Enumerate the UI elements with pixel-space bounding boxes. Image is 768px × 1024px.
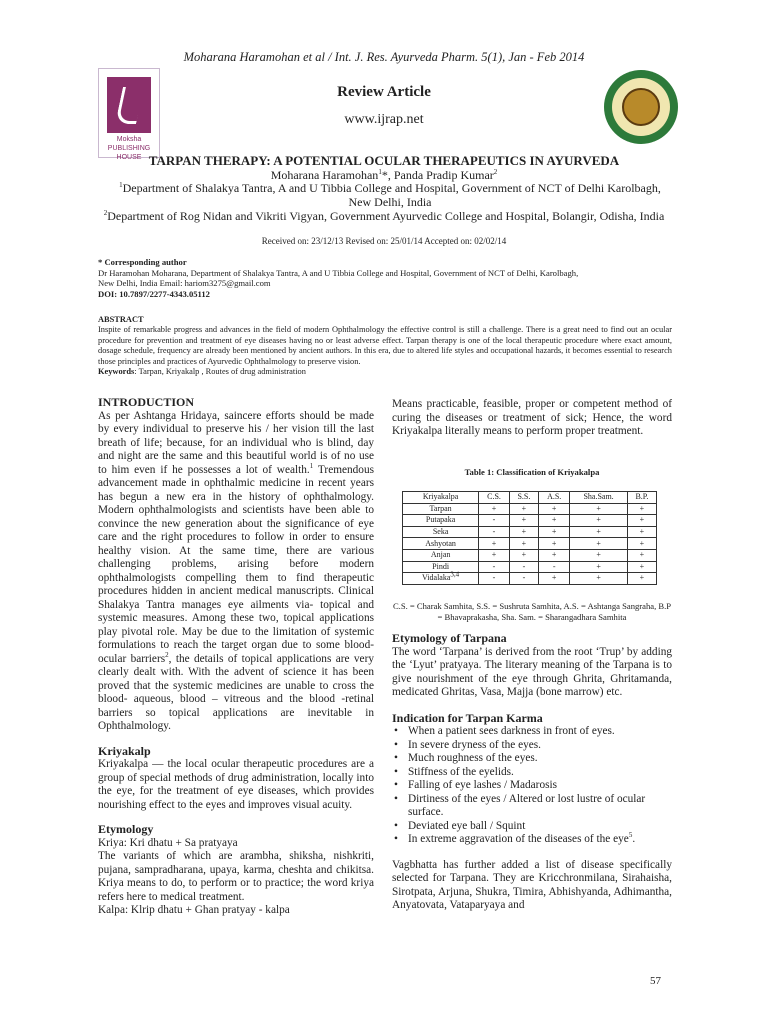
table-cell: + bbox=[539, 538, 570, 550]
paper-title: TARPAN THERAPY: A POTENTIAL OCULAR THERAPEUTICS IN AYURVEDA bbox=[148, 153, 620, 168]
table-row bbox=[403, 549, 657, 561]
etymology-text: The variants of which are arambha, shiksha, nishkriti, pujana, sampradharana, upaya, karma, cheshta and chikitsa. Kriya means to do, to perform or to practice; the word kriya refers here to medical treatment. bbox=[98, 850, 374, 903]
table-cell: + bbox=[509, 503, 538, 515]
table-cell: Ashyotan bbox=[403, 538, 479, 550]
list-item: • In extreme aggravation of the diseases of the eye$^5$. bbox=[392, 833, 672, 847]
journal-url[interactable]: www.ijrap.net bbox=[344, 112, 424, 127]
table-cell: - bbox=[509, 573, 538, 585]
table-cell: + bbox=[570, 503, 627, 515]
list-item: • In severe dryness of the eyes. bbox=[392, 739, 672, 753]
aff-2-mark: 2 bbox=[103, 209, 108, 217]
table-cell: Tarpan bbox=[403, 503, 479, 515]
table-cell: + bbox=[627, 503, 656, 515]
table-cell: + bbox=[570, 573, 627, 585]
table-cell: - bbox=[509, 561, 538, 573]
article-type: Review Article bbox=[337, 84, 431, 100]
table-row bbox=[403, 538, 657, 550]
etymology-line-2: Kalpa: Klrip dhatu + Ghan pratyay - kalpa bbox=[98, 904, 290, 916]
table-cell: + bbox=[627, 573, 656, 585]
table-cell: - bbox=[539, 561, 570, 573]
table-cell: - bbox=[479, 515, 510, 527]
affiliation-2: $^2$Department of Rog Nidan and Vikriti Vigyan, Government Ayurvedic College and Hospital, Bolangir, Odisha, India bbox=[103, 209, 665, 223]
corresponding-heading: * Corresponding author bbox=[98, 257, 187, 267]
col-header: Kriyakalpa bbox=[403, 492, 479, 504]
list-item: • Dirtiness of the eyes / Altered or lost lustre of ocular surface. bbox=[392, 793, 672, 820]
etymology-heading: Etymology bbox=[98, 822, 154, 836]
table-cell: + bbox=[479, 538, 510, 550]
keywords-text: : Tarpan, Kriyakalp , Routes of drug administration bbox=[134, 367, 306, 377]
page-number: 57 bbox=[650, 975, 661, 987]
table-cell: + bbox=[509, 515, 538, 527]
author-2-mark: 2 bbox=[493, 168, 498, 176]
list-item: • Much roughness of the eyes. bbox=[392, 752, 672, 766]
indication-heading: Indication for Tarpan Karma bbox=[392, 710, 543, 725]
table-cell: + bbox=[539, 503, 570, 515]
col-header: C.S. bbox=[479, 492, 510, 504]
table-cell: + bbox=[570, 526, 627, 538]
affiliation-1: $^1$Department of Shalakya Tantra, A and U Tibbia College and Hospital, Government of NCT of Delhi Karolbagh, New Delhi, India bbox=[119, 181, 661, 209]
col-header: B.P. bbox=[627, 492, 656, 504]
etymology-tarpana-text: The word ‘Tarpana’ is derived from the root ‘Trup’ by adding the ‘Lyut’ pratyaya. The literary meaning of the Tarpana is to give nourishment of the eye through Ghrita, Ghritamanda, medicated Ghritas, Vasa, Majja (bone marrow) etc. bbox=[392, 645, 672, 698]
table-cell: - bbox=[479, 526, 510, 538]
table-row bbox=[403, 503, 657, 515]
table-row bbox=[403, 526, 657, 538]
introduction-heading: INTRODUCTION bbox=[98, 395, 195, 409]
list-item: • When a patient sees darkness in front of eyes. bbox=[392, 725, 672, 739]
table-cell: + bbox=[570, 549, 627, 561]
table-cell: + bbox=[479, 549, 510, 561]
right-column-bottom bbox=[392, 632, 672, 913]
table-caption: Table 1: Classification of Kriyakalpa bbox=[464, 467, 600, 477]
table-cell: + bbox=[627, 526, 656, 538]
corresponding-author bbox=[98, 257, 678, 299]
list-item: • Deviated eye ball / Squint bbox=[392, 820, 672, 834]
ref-1: 1 bbox=[309, 461, 314, 470]
col-header: S.S. bbox=[509, 492, 538, 504]
introduction-text: As per Ashtanga Hridaya, saincere efforts should be made by every individual to preserve his / her vision till the last breath of life; because, for an individual who is blind, day and night are the same and this beautiful world is of no use to him even if he possesses a lot of wealth.$^1$ Tremendous advancement made in ophthalmic medicine in recent years has begun a new era in the history of ophthalmology. Modern ophthalmologists and scientists have been able to convince the new generation about the significance of eye care and the right procedures to follow in order to ensure healthy vision. At the same time, there are various challenging problems, arising before modern ophthalmologists compelling them to find therapeutic procedures hidden in ancient medical manuscripts. Clinical Shalakya Tantra manages eye ailments via- topical and systemic measures. Among these two, topical applications play pivotal role. May be due to the limitation of systemic formulations to reach the target organ due to some blood- ocular barriers$^2$, the details of topical applications are very clearly dealt with. With the advent of science it has been proved that the systemic medicines are unable to cross the blood- aqueous, blood – vitreous and the blood -retinal barriers so topical applications are inevitable in Ophthalmology. bbox=[98, 409, 374, 732]
author-2: Panda Pradip Kumar bbox=[393, 168, 494, 182]
author-1-mark: 1 bbox=[378, 168, 382, 176]
table-header-row bbox=[403, 492, 657, 504]
table-cell: + bbox=[570, 561, 627, 573]
table-cell: + bbox=[627, 538, 656, 550]
author-1: Moharana Haramohan bbox=[270, 168, 379, 182]
table-cell: + bbox=[509, 549, 538, 561]
keywords-label: Keywords bbox=[98, 367, 135, 377]
table-cell: + bbox=[509, 526, 538, 538]
kriyakalpa-table bbox=[402, 491, 657, 585]
table-cell: + bbox=[627, 549, 656, 561]
kriyakalp-text: Kriyakalpa — the local ocular therapeutic procedures are a group of special methods of drug administration, locally into the eye, for the treatment of eye diseases, which provides nourishing effect to the eyes and improves visual acuity. bbox=[98, 758, 374, 811]
table-row bbox=[403, 515, 657, 527]
table-cell: - bbox=[479, 561, 510, 573]
table-cell: + bbox=[509, 538, 538, 550]
vidalaka-ref: 3,4 bbox=[450, 570, 460, 579]
table-row bbox=[403, 573, 657, 585]
table-cell: + bbox=[539, 526, 570, 538]
col-header: Sha.Sam. bbox=[570, 492, 627, 504]
abstract bbox=[98, 315, 672, 377]
ref-2: 2 bbox=[165, 650, 169, 659]
affiliation-1-line2: New Delhi, India bbox=[348, 195, 432, 209]
table-cell: + bbox=[627, 561, 656, 573]
moksha-logo-text: Moksha PUBLISHING HOUSE bbox=[107, 136, 151, 161]
vagbhatta-text: Vagbhatta has further added a list of disease specifically selected for Tarpana. They are Kricchronmilana, Sirahaisha, Sirotpata, Arjuna, Shukra, Timira, Abhishyanda, Adhimantha, Anyatovata, Vataparyaya and bbox=[392, 858, 672, 911]
kriyakalpa-meaning: Means practicable, feasible, proper or competent method of curing the diseases or treatment of sick; Hence, the word Kriyakalpa literally means to perform proper treatment. bbox=[392, 398, 672, 437]
author-1-star: *, bbox=[381, 168, 394, 182]
kriyakalp-heading: Kriyakalp bbox=[98, 743, 151, 758]
corresponding-line-2: New Delhi, India Email: hariom3275@gmail.com bbox=[98, 278, 271, 289]
journal-seal-logo bbox=[604, 70, 678, 144]
running-head: Moharana Haramohan et al / Int. J. Res. Ayurveda Pharm. 5(1), Jan - Feb 2014 bbox=[183, 50, 585, 64]
table-cell: + bbox=[479, 503, 510, 515]
corresponding-line-1: Dr Haramohan Moharana, Department of Shalakya Tantra, A and U Tibbia College and Hospital, Government of NCT of Delhi, Karolbagh, bbox=[98, 267, 579, 278]
table-cell: + bbox=[627, 515, 656, 527]
list-item: • Falling of eye lashes / Madarosis bbox=[392, 779, 672, 793]
aff-1-mark: 1 bbox=[119, 181, 123, 189]
ref-5: 5 bbox=[628, 831, 633, 840]
table-row bbox=[403, 561, 657, 573]
indication-list bbox=[392, 725, 672, 847]
right-column-top bbox=[392, 398, 672, 439]
doi[interactable]: DOI: 10.7897/2277-4343.05112 bbox=[98, 288, 210, 299]
article-dates: Received on: 23/12/13 Revised on: 25/01/14 Accepted on: 02/02/14 bbox=[261, 236, 507, 246]
table-cell: Anjan bbox=[403, 549, 479, 561]
table-note: C.S. = Charak Samhita, S.S. = Sushruta Samhita, A.S. = Ashtanga Sangraha, B.P = Bhavaprakasha, Sha. Sam. = Sharangadhara Samhita bbox=[392, 601, 672, 622]
abstract-text: Inspite of remarkable progress and advances in the field of modern Ophthalmology the effective control is still a challenge. There is a great need to find out an ocular procedure for prevention and treatment of eye diseases having no or least adverse effect. Tarpan therapy is one of the local therapeutic procedure where exact amount, dosage schedule, frequency are already been mentioned by ancient authors. In this era, due to altered life styles and occupational hazards, it becomes essential to research those principles and practices of Ayurvedic Ophthalmology to preserve vision. bbox=[98, 325, 672, 366]
table-cell: + bbox=[570, 538, 627, 550]
table-cell: + bbox=[539, 573, 570, 585]
list-item: • Stiffness of the eyelids. bbox=[392, 766, 672, 780]
table-cell: - bbox=[479, 573, 510, 585]
col-header: A.S. bbox=[539, 492, 570, 504]
table-cell: Vidalaka$^{3,4}$ bbox=[403, 573, 479, 585]
abstract-heading: ABSTRACT bbox=[98, 315, 144, 324]
table-cell: Seka bbox=[403, 526, 479, 538]
table-cell: + bbox=[570, 515, 627, 527]
etymology-tarpana-heading: Etymology of Tarpana bbox=[392, 631, 507, 645]
table-cell: Pindi bbox=[403, 561, 479, 573]
table-cell: + bbox=[539, 549, 570, 561]
table-cell: Putapaka bbox=[403, 515, 479, 527]
etymology-line-1: Kriya: Kri dhatu + Sa pratyaya bbox=[98, 836, 238, 849]
table-cell: + bbox=[539, 515, 570, 527]
keywords bbox=[98, 367, 672, 377]
left-column bbox=[98, 396, 374, 918]
